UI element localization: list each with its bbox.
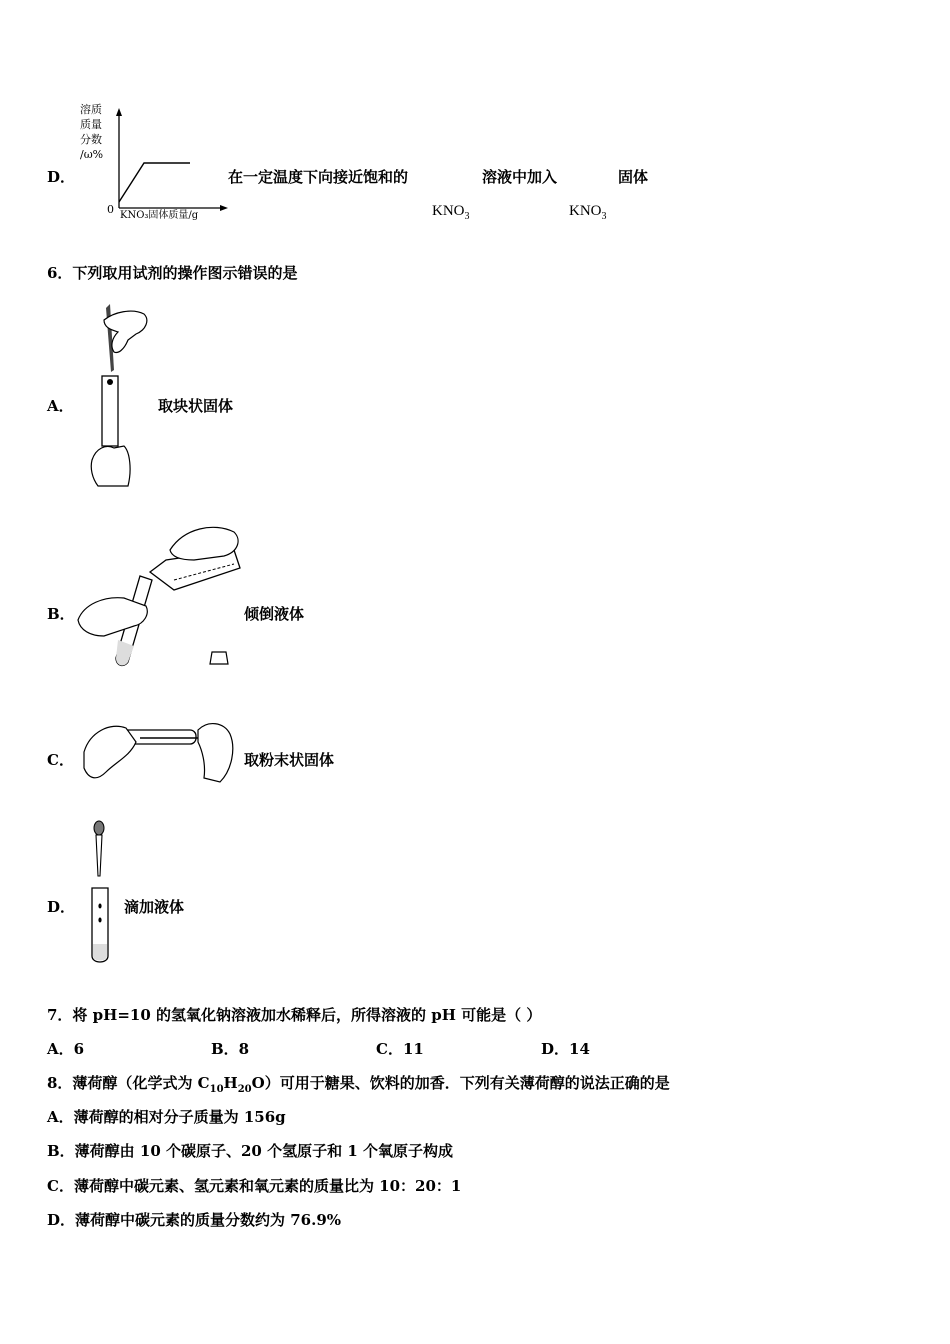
stopper-icon: [210, 652, 228, 664]
dropper-bulb-icon: [94, 821, 104, 835]
graph-x-arrow: [220, 205, 228, 211]
q7-option-d: D．14: [541, 1040, 590, 1058]
test-tube-icon: [102, 376, 118, 446]
q5-d-text-2: 溶液中加入: [482, 168, 558, 186]
hand-bottle-icon: [170, 527, 238, 560]
q6-option-a-label: A．: [47, 397, 74, 415]
graph-y-label: 溶质 质量 分数 /ω%: [80, 103, 104, 161]
dropper-tube-icon: [96, 835, 102, 876]
q8-option-c: C．薄荷醇中碳元素、氢元素和氧元素的质量比为 10：20：1: [47, 1177, 462, 1195]
q5-d-formula-1: $KNO_3$: [432, 203, 470, 222]
hand-right-icon: [198, 724, 233, 782]
q8-option-d: D．薄荷醇中碳元素的质量分数约为 76.9%: [47, 1211, 342, 1229]
q6-option-b-text: 倾倒液体: [244, 605, 305, 623]
q8-option-b: B．薄荷醇由 10 个碳原子、20 个氢原子和 1 个氧原子构成: [47, 1142, 453, 1160]
q6-a-figure: [84, 300, 156, 490]
q5-d-formula-2: $KNO_3$: [569, 203, 607, 222]
graph-x-label: KNO₃固体质量/g: [120, 210, 199, 221]
tube-liquid: [93, 944, 107, 961]
q6-b-figure: [74, 520, 244, 670]
q7-option-b: B．8: [211, 1040, 250, 1058]
q7-option-a: A．6: [47, 1040, 85, 1058]
q8-option-a: A．薄荷醇的相对分子质量为 156g: [47, 1108, 286, 1126]
q6-d-figure: [86, 818, 116, 966]
q5-d-text-1: 在一定温度下向接近饱和的: [228, 168, 409, 186]
hand-left-icon: [84, 726, 136, 778]
hand-bottom-icon: [91, 446, 130, 486]
q6-option-d-label: D．: [47, 898, 76, 916]
q6-option-d-text: 滴加液体: [124, 898, 185, 916]
q6-option-b-label: B．: [47, 605, 75, 623]
q6-option-a-text: 取块状固体: [158, 397, 234, 415]
q5-option-d-label: D．: [47, 168, 76, 186]
q7-option-c: C．11: [376, 1040, 424, 1058]
q6-stem: 6．下列取用试剂的操作图示错误的是: [47, 264, 298, 282]
graph-y-arrow: [116, 108, 122, 116]
droplet-icon: [98, 904, 101, 909]
q5-d-text-3: 固体: [618, 168, 649, 186]
block-solid-icon: [107, 379, 113, 385]
q8-stem: 8．薄荷醇（化学式为 $C_{10}H_{20}O$）可用于糖果、饮料的加香．下列有关薄荷醇的说法正确的是: [47, 1074, 670, 1095]
droplet-icon: [98, 918, 101, 923]
graph-line: [119, 163, 190, 202]
q7-stem: 7．将 pH=10 的氢氧化钠溶液加水稀释后，所得溶液的 pH 可能是（ ）: [47, 1006, 542, 1024]
q6-c-figure: [80, 712, 240, 792]
graph-origin: 0: [107, 203, 114, 216]
q6-option-c-text: 取粉末状固体: [244, 751, 335, 769]
q6-option-c-label: C．: [47, 751, 74, 769]
